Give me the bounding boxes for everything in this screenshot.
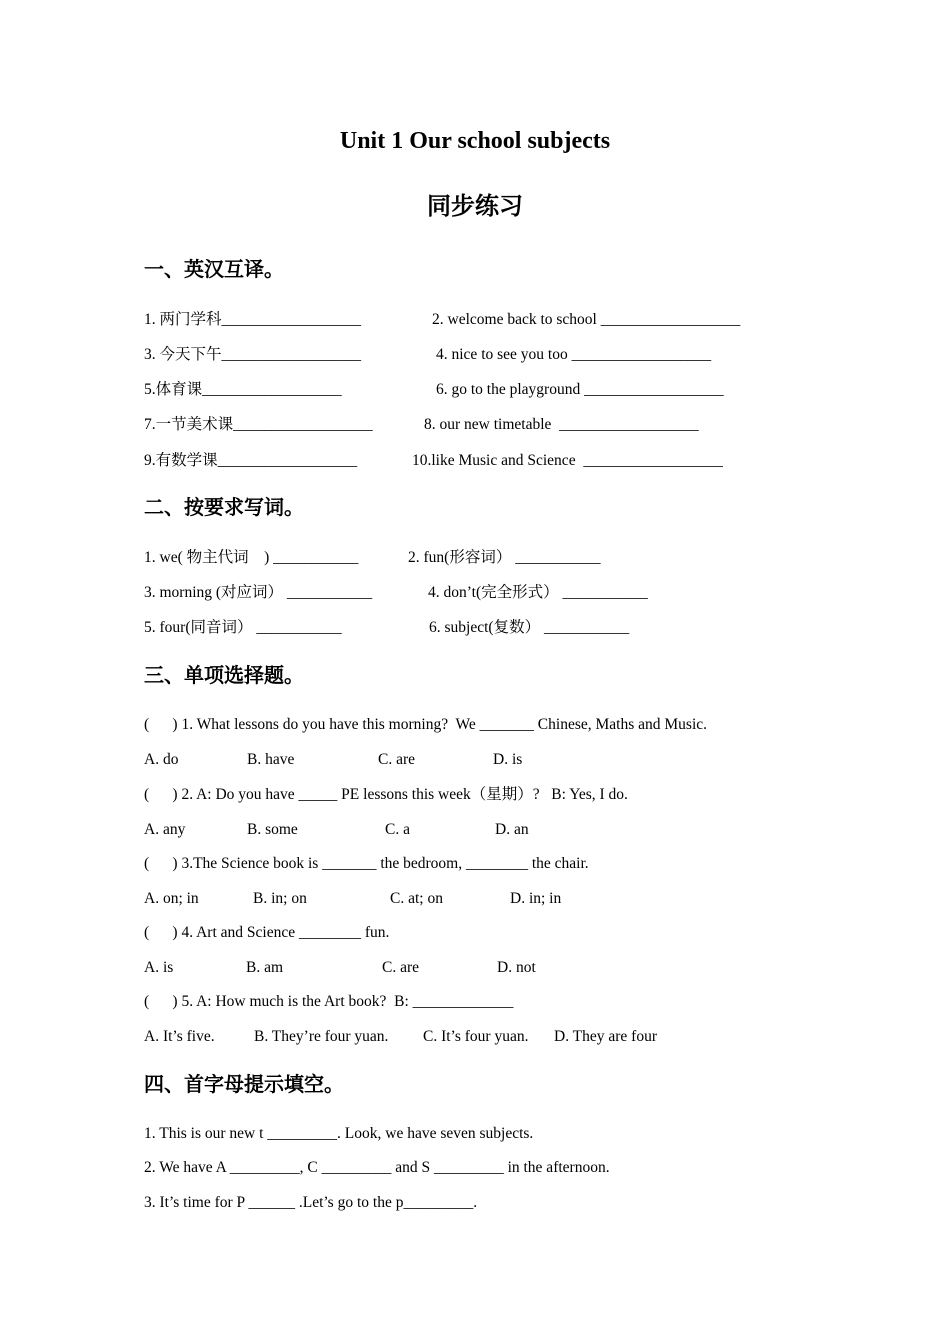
option-a: A. It’s five. (144, 1028, 215, 1045)
option-b: B. am (246, 959, 284, 976)
option-b: B. in; on (253, 890, 307, 907)
section-1-heading: 一、英汉互译。 (144, 257, 284, 281)
section-1-item: 6. go to the playground __________________ (436, 381, 724, 398)
section-2-item: 3. morning (对应词） ___________ (144, 584, 373, 601)
section-1-item: 2. welcome back to school __________________ (432, 311, 741, 328)
section-1-item: 5.体育课__________________ (144, 381, 342, 398)
question-stem: ( ) 3.The Science book is _______ the bedroom, ________ the chair. (144, 855, 589, 872)
section-1-item: 7.一节美术课__________________ (144, 416, 373, 433)
option-a: A. do (144, 751, 179, 768)
page-title: Unit 1 Our school subjects (339, 128, 611, 154)
section-4-item: 3. It’s time for P ______ .Let’s go to the p_________. (144, 1194, 478, 1211)
question-stem: ( ) 4. Art and Science ________ fun. (144, 924, 390, 941)
option-d: D. not (497, 959, 536, 976)
option-d: D. is (493, 751, 523, 768)
option-c: C. It’s four yuan. (423, 1028, 529, 1045)
section-2-item: 4. don’t(完全形式） ___________ (428, 584, 648, 601)
section-1-item: 1. 两门学科__________________ (144, 311, 362, 328)
page-subtitle: 同步练习 (427, 192, 523, 220)
option-c: C. are (382, 959, 420, 976)
option-d: D. in; in (510, 890, 562, 907)
section-2-heading: 二、按要求写词。 (144, 495, 304, 519)
option-c: C. are (378, 751, 416, 768)
option-d: D. They are four (554, 1028, 658, 1045)
section-1-item: 3. 今天下午__________________ (144, 346, 362, 363)
section-1-item: 10.like Music and Science __________________ (412, 452, 723, 469)
option-a: A. is (144, 959, 174, 976)
option-a: A. on; in (144, 890, 199, 907)
section-3-heading: 三、单项选择题。 (144, 663, 304, 687)
section-1-item: 9.有数学课__________________ (144, 452, 358, 469)
section-2-item: 1. we( 物主代词 ) ___________ (144, 549, 359, 566)
question-stem: ( ) 2. A: Do you have _____ PE lessons this week（星期）? B: Yes, I do. (144, 786, 628, 803)
option-c: C. at; on (390, 890, 443, 907)
section-2-item: 6. subject(复数） ___________ (429, 619, 630, 636)
option-b: B. They’re four yuan. (254, 1028, 389, 1045)
section-4-item: 2. We have A _________, C _________ and S _________ in the afternoon. (144, 1159, 610, 1176)
option-d: D. an (495, 821, 529, 838)
section-2-item: 5. four(同音词） ___________ (144, 619, 342, 636)
section-1-item: 8. our new timetable __________________ (424, 416, 699, 433)
section-1-item: 4. nice to see you too __________________ (436, 346, 712, 363)
question-stem: ( ) 1. What lessons do you have this morning? We _______ Chinese, Maths and Music. (144, 716, 708, 733)
section-2-item: 2. fun(形容词） ___________ (408, 549, 601, 566)
option-a: A. any (144, 821, 186, 838)
option-b: B. some (247, 821, 298, 838)
section-4-heading: 四、首字母提示填空。 (144, 1072, 344, 1096)
option-c: C. a (385, 821, 410, 838)
section-4-item: 1. This is our new t _________. Look, we have seven subjects. (144, 1125, 534, 1142)
question-stem: ( ) 5. A: How much is the Art book? B: _____________ (144, 993, 514, 1010)
option-b: B. have (247, 751, 295, 768)
